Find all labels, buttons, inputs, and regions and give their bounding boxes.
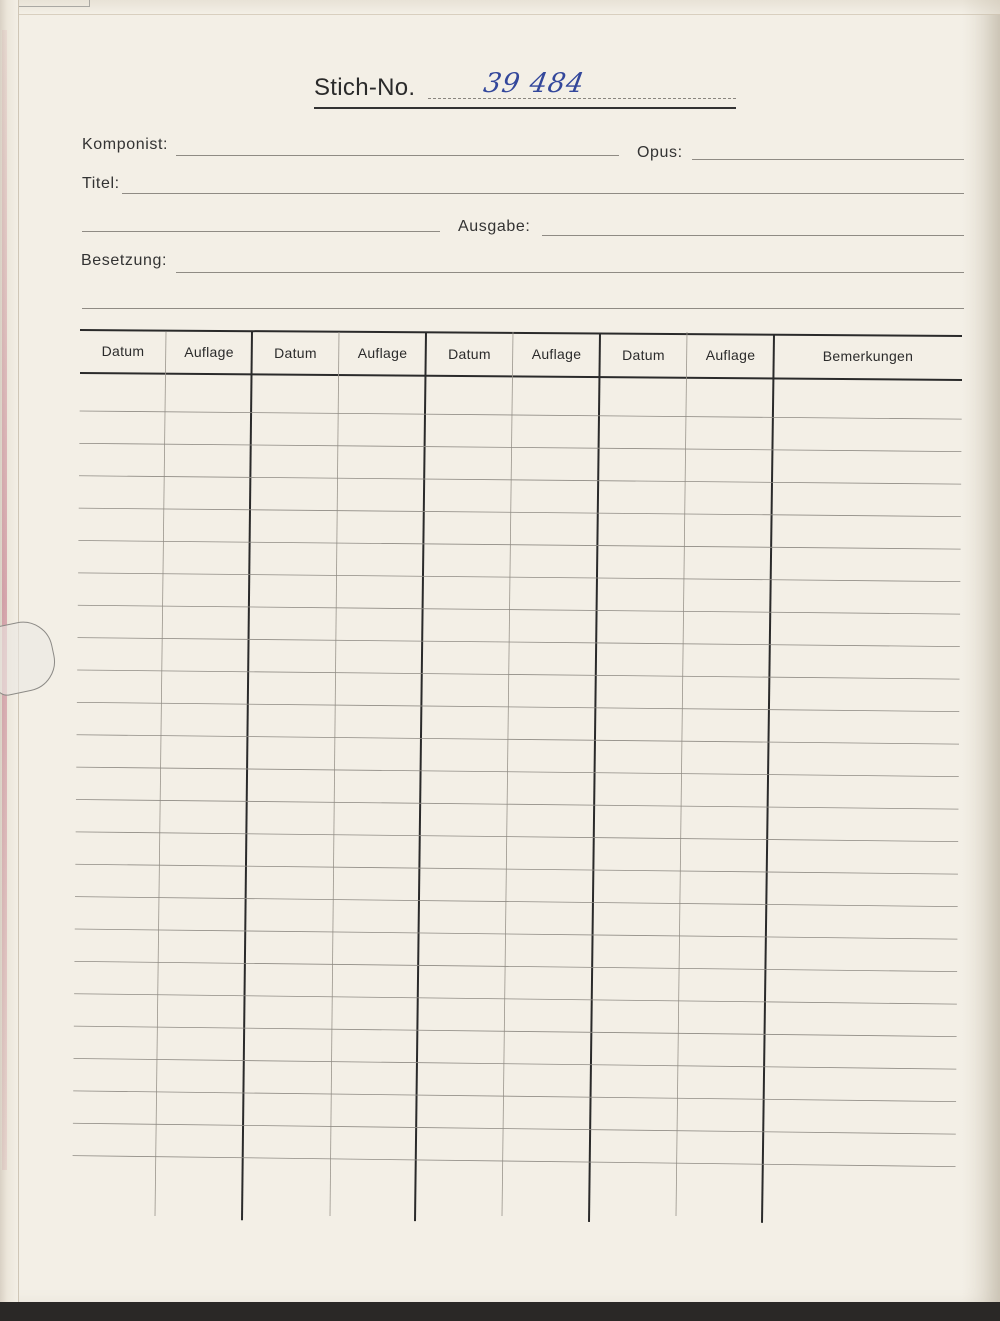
titel-field-line-2[interactable] xyxy=(82,231,440,232)
ausgabe-field[interactable] xyxy=(542,235,964,236)
column-header-auflage-2: Auflage xyxy=(184,343,234,360)
column-header-datum-1: Datum xyxy=(101,343,145,360)
column-header-datum-5: Datum xyxy=(448,345,491,362)
stich-no-fill-line xyxy=(428,98,736,99)
page-top-edge xyxy=(0,0,1000,15)
column-header-auflage-8: Auflage xyxy=(705,347,756,364)
titel-label: Titel: xyxy=(82,175,120,192)
besetzung-field[interactable] xyxy=(176,272,964,273)
ausgabe-label: Ausgabe: xyxy=(458,218,531,235)
page-right-edge xyxy=(962,0,1000,1302)
besetzung-label: Besetzung: xyxy=(81,252,168,269)
stich-no-label: Stich-No. xyxy=(314,74,416,101)
stich-no-value[interactable]: 39 484 xyxy=(481,68,588,99)
column-header-auflage-6: Auflage xyxy=(531,346,582,363)
column-header-datum-7: Datum xyxy=(622,346,665,363)
opus-field[interactable] xyxy=(692,159,964,160)
stich-no-underline xyxy=(314,107,736,109)
komponist-label: Komponist: xyxy=(82,136,169,153)
column-header-auflage-4: Auflage xyxy=(357,345,408,362)
binding-stain xyxy=(2,30,7,1170)
stich-no-row xyxy=(314,74,415,102)
opus-label: Opus: xyxy=(637,144,683,161)
column-header-datum-3: Datum xyxy=(274,344,317,361)
komponist-field[interactable] xyxy=(176,155,619,156)
besetzung-field-line-2[interactable] xyxy=(82,308,964,309)
column-header-bemerkungen-9: Bemerkungen xyxy=(822,347,914,364)
titel-field[interactable] xyxy=(122,193,964,194)
